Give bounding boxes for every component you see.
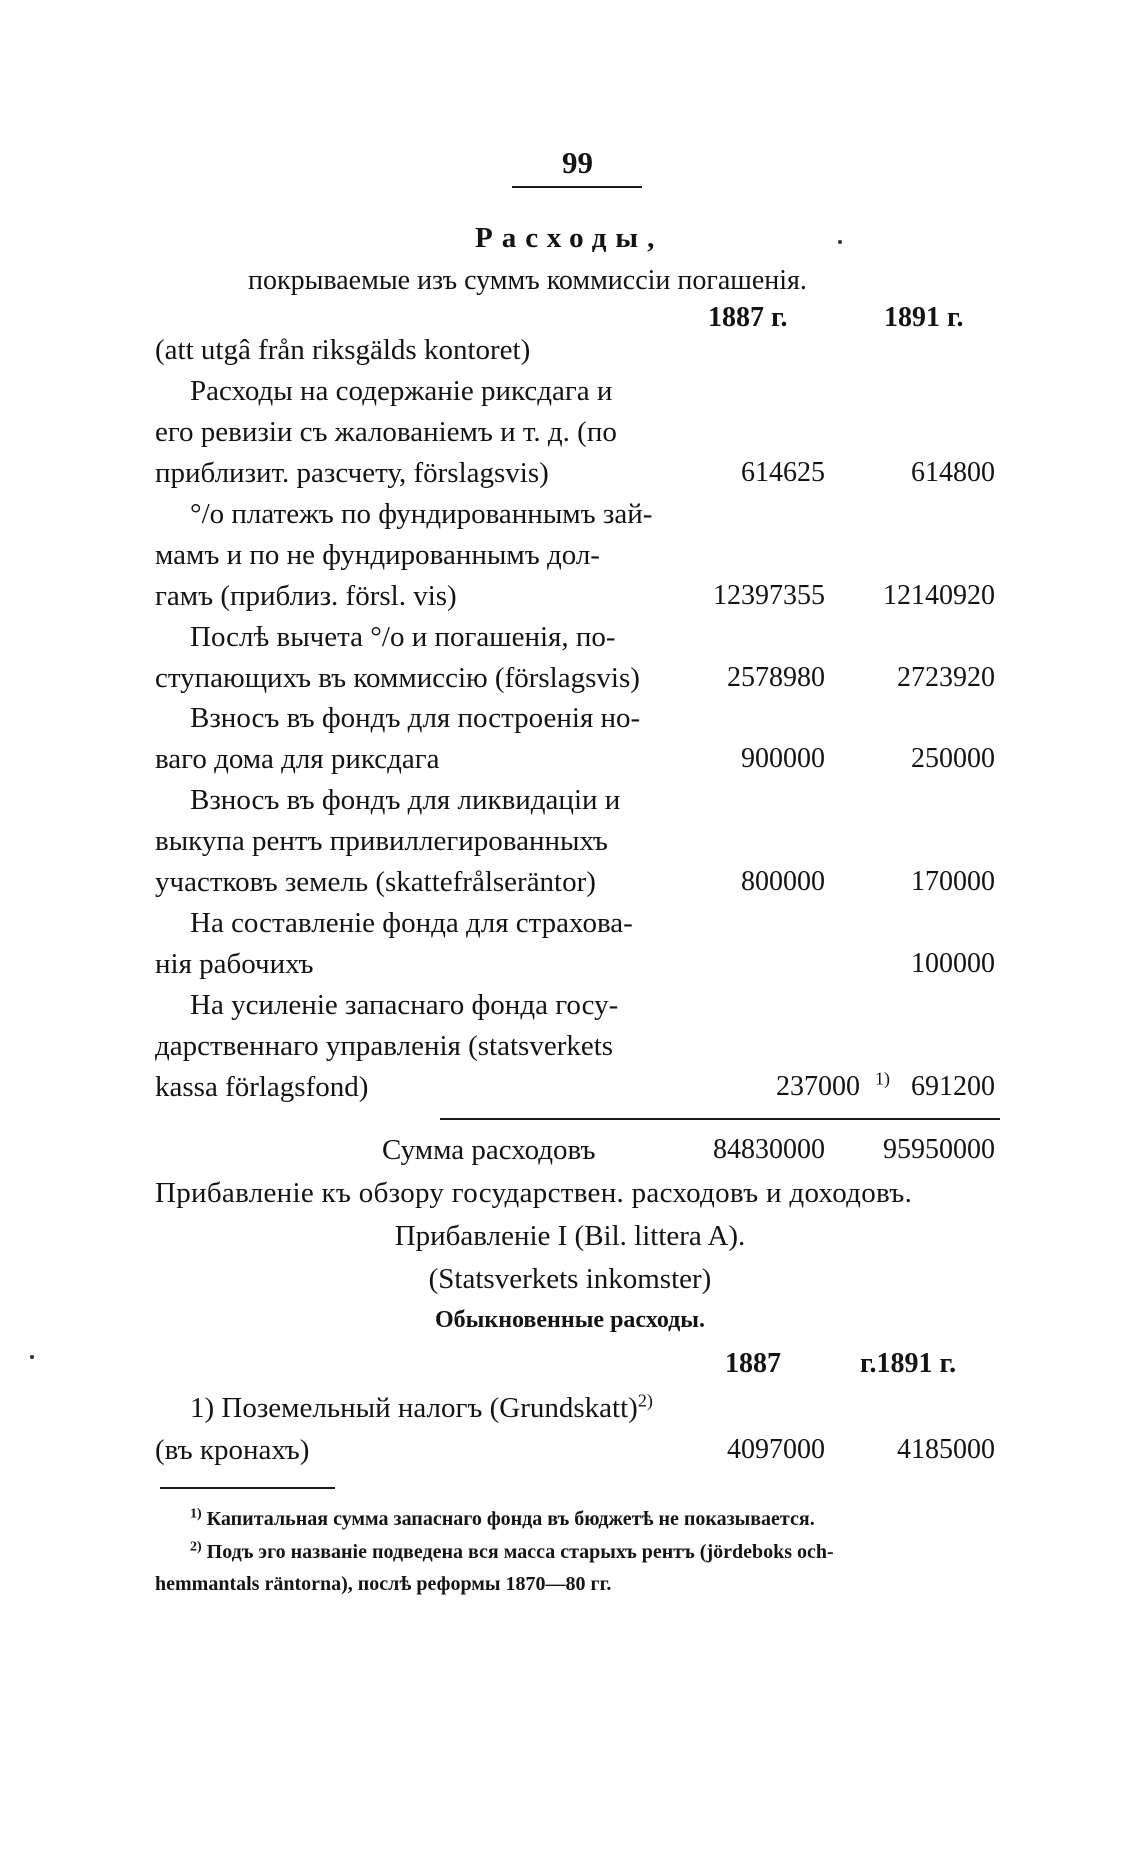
expense-line: Взносъ въ фондъ для ликвидаціи и (190, 784, 621, 816)
expense-line: дарственнаго управленія (statsverkets (155, 1030, 614, 1062)
expense-1887-value: 614625 (741, 457, 825, 488)
expense-line: приблизит. разсчету, förslagsvis) (155, 457, 549, 489)
footnote-2 (190, 1541, 834, 1564)
expense-line: На усиленіе запаснаго фонда госу- (190, 989, 619, 1021)
expense-line: Послѣ вычета °/o и погашенія, по- (190, 621, 616, 653)
speck-mark (30, 1355, 34, 1359)
expense-line: На составленіе фонда для страхова- (190, 907, 633, 939)
appendix-year-1891: г.1891 г. (860, 1348, 957, 1379)
expense-1887-value: 2578980 (727, 662, 825, 693)
expense-1887-amount: 237000 (776, 1071, 860, 1102)
expense-line: kassa förlagsfond) (155, 1071, 369, 1103)
expense-line: ступающихъ въ коммиссію (förslagsvis) (155, 662, 640, 694)
expense-line: Взносъ въ фондъ для построенія но- (190, 702, 641, 734)
appendix-source: (Statsverkets inkomster) (428, 1263, 712, 1295)
footnote-1 (190, 1508, 815, 1531)
total-label: Сумма расходовъ (382, 1134, 596, 1166)
total-rule (440, 1118, 1000, 1120)
page-number-rule (512, 186, 642, 188)
year-header-1887: 1887 г. (708, 302, 788, 333)
expense-1891-value: 100000 (911, 948, 995, 979)
expense-line: ваго дома для риксдага (155, 743, 440, 775)
footnote-ref-1: 1) (875, 1068, 890, 1089)
footnote-ref-2: 2) (637, 1390, 653, 1411)
expense-1891-value: 170000 (911, 866, 995, 897)
expense-1887-footnote-ref (875, 1068, 890, 1103)
appendix-item (190, 1392, 653, 1425)
section-title: Расходы, (475, 222, 664, 254)
year-header-1891: 1891 г. (884, 302, 964, 333)
expense-line: °/o платежъ по фундированнымъ зай- (190, 498, 653, 530)
appendix-year-1887: 1887 (725, 1348, 781, 1379)
expense-line: его ревизіи съ жалованіемъ и т. д. (по (155, 416, 617, 448)
expense-line: мамъ и по не фундированнымъ дол- (155, 539, 600, 571)
expense-1891-value: 691200 (911, 1071, 995, 1102)
expense-1887-value: 900000 (741, 743, 825, 774)
expense-1891-value: 614800 (911, 457, 995, 488)
section-subtitle: покрываемые изъ суммъ коммиссіи погашенія. (248, 265, 807, 296)
expense-line: участковъ земель (skattefrålseräntor) (155, 866, 596, 898)
expense-1891-value: 12140920 (883, 580, 995, 611)
total-1891-value: 95950000 (883, 1134, 995, 1165)
expense-line: выкупа рентъ привиллегированныхъ (155, 825, 608, 857)
footnote-rule (160, 1487, 335, 1489)
expense-line: гамъ (приблиз. försl. vis) (155, 580, 457, 612)
speck-mark (838, 240, 842, 244)
expense-1887-value (776, 1071, 860, 1103)
footnote-2-continued: hemmantals räntorna), послѣ реформы 1870—80 гг. (155, 1573, 612, 1595)
footnote-mark: 1) (190, 1506, 202, 1522)
footnote-mark: 2) (190, 1539, 202, 1555)
appendix-title: Прибавленіе къ обзору государствен. расходовъ и доходовъ. (155, 1177, 913, 1209)
note-line: (att utgâ från riksgälds kontoret) (155, 334, 531, 366)
expense-line: нія рабочихъ (155, 948, 314, 980)
appendix-section: Обыкновенные расходы. (434, 1307, 706, 1333)
footnote-text: Подъ эго названіе подведена вся масса старыхъ рентъ (jördeboks och- (206, 1541, 834, 1563)
footnote-text: Капитальная сумма запаснаго фонда въ бюджетѣ не показывается. (206, 1508, 815, 1530)
expense-1887-value: 800000 (741, 866, 825, 897)
appendix-item-1891-value: 4185000 (897, 1434, 995, 1465)
expense-1887-value: 12397355 (713, 580, 825, 611)
expense-1891-value: 2723920 (897, 662, 995, 693)
expense-line: Расходы на содержаніе риксдага и (190, 375, 613, 407)
expense-1891-value: 250000 (911, 743, 995, 774)
total-1887-value: 84830000 (713, 1134, 825, 1165)
appendix-item-label: 1) Поземельный налогъ (Grundskatt) (190, 1392, 638, 1424)
page-number: 99 (562, 145, 593, 180)
appendix-subtitle: Прибавленіе I (Bil. littera A). (394, 1220, 746, 1252)
appendix-item-unit: (въ кронахъ) (155, 1434, 310, 1466)
appendix-item-1887-value: 4097000 (727, 1434, 825, 1465)
